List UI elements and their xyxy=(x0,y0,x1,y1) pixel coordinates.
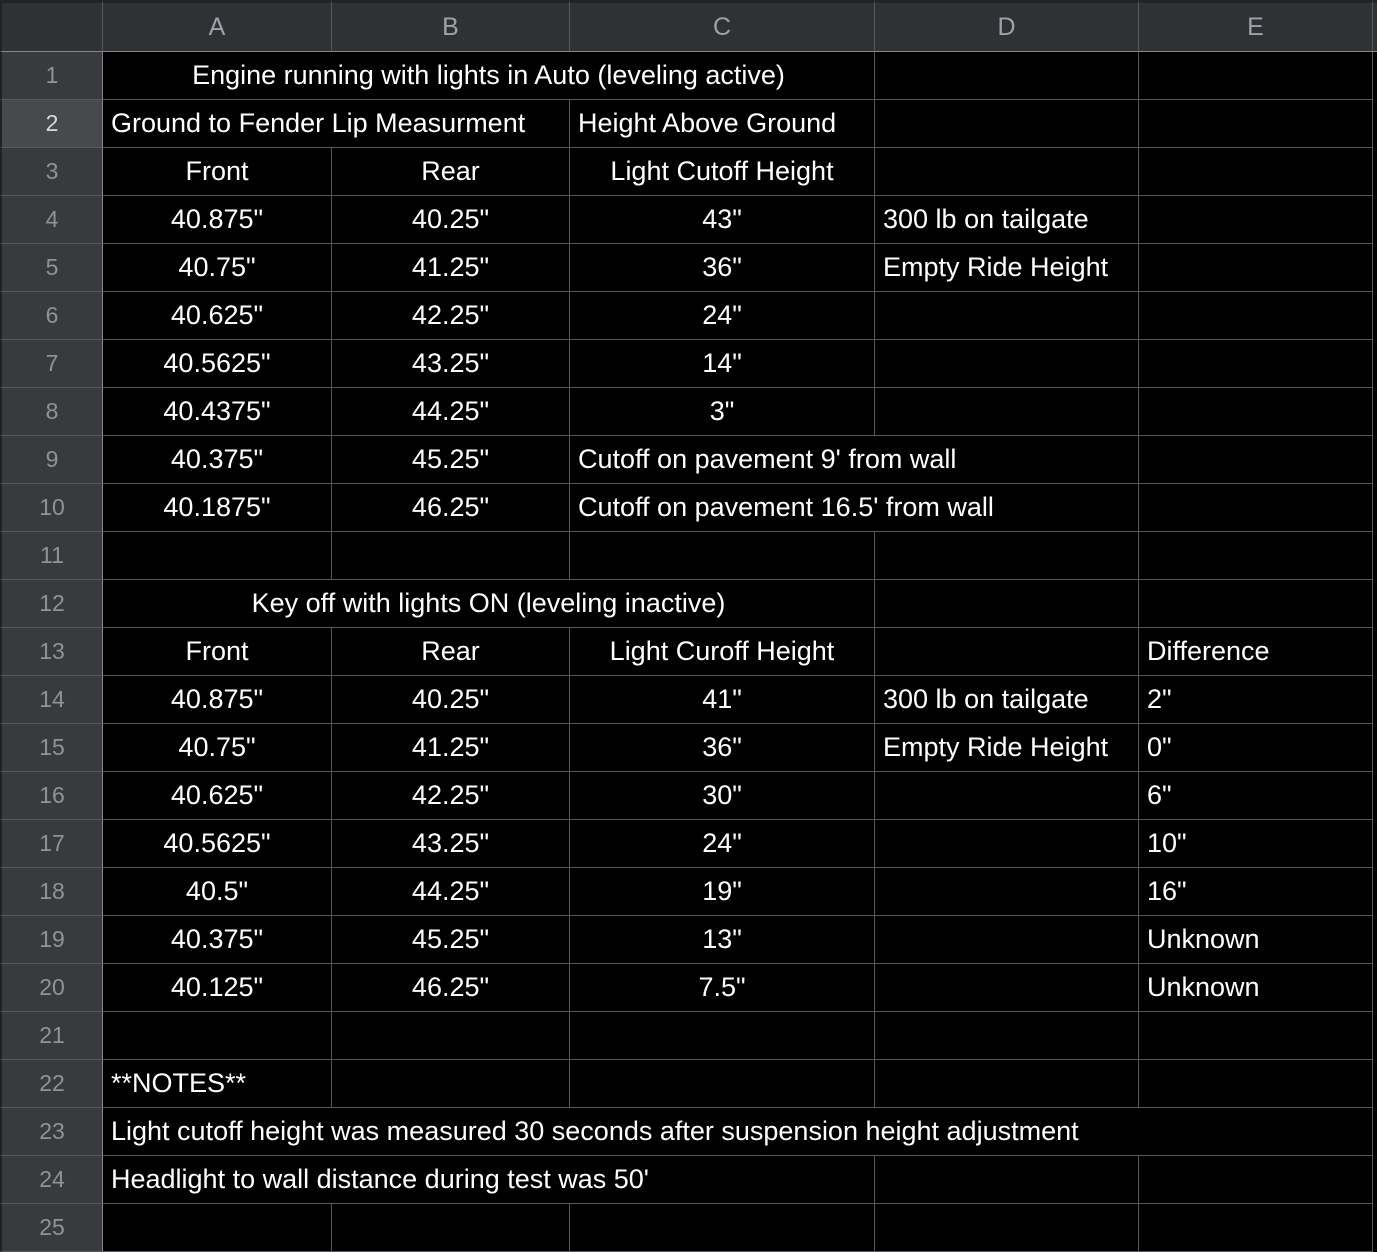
cell-A3[interactable]: Front xyxy=(103,148,332,196)
row-header-10[interactable]: 10 xyxy=(0,484,103,532)
row-header-17[interactable]: 17 xyxy=(0,820,103,868)
sheet-row-13 xyxy=(0,628,1377,676)
cell-E21[interactable] xyxy=(1139,1012,1373,1060)
cell-C16[interactable]: 30" xyxy=(570,772,875,820)
row-header-12[interactable]: 12 xyxy=(0,580,103,628)
cell-E20[interactable]: Unknown xyxy=(1139,964,1373,1012)
cell-B3[interactable]: Rear xyxy=(332,148,570,196)
column-header-D[interactable]: D xyxy=(875,0,1139,52)
row-header-23[interactable]: 23 xyxy=(0,1108,103,1156)
row-header-20[interactable]: 20 xyxy=(0,964,103,1012)
cell-A13[interactable]: Front xyxy=(103,628,332,676)
cell-B21[interactable] xyxy=(332,1012,570,1060)
row-header-13[interactable]: 13 xyxy=(0,628,103,676)
cell-E13[interactable]: Difference xyxy=(1139,628,1373,676)
cell-C9[interactable]: Cutoff on pavement 9' from wall xyxy=(570,436,1139,484)
cell-D17[interactable] xyxy=(875,820,1139,868)
cell-A15[interactable]: 40.75" xyxy=(103,724,332,772)
row-header-14[interactable]: 14 xyxy=(0,676,103,724)
row-header-9[interactable]: 9 xyxy=(0,436,103,484)
cell-C10[interactable]: Cutoff on pavement 16.5' from wall xyxy=(570,484,1139,532)
cell-C25[interactable] xyxy=(570,1204,875,1252)
cell-E24[interactable] xyxy=(1139,1156,1373,1204)
sheet-row-19 xyxy=(0,916,1377,964)
cell-C14[interactable]: 41" xyxy=(570,676,875,724)
sheet-row-24 xyxy=(0,1156,1377,1204)
cell-D25[interactable] xyxy=(875,1204,1139,1252)
column-header-E[interactable]: E xyxy=(1139,0,1373,52)
row-header-25[interactable]: 25 xyxy=(0,1204,103,1252)
cell-C4[interactable]: 43" xyxy=(570,196,875,244)
cell-A21[interactable] xyxy=(103,1012,332,1060)
sheet-row-23 xyxy=(0,1108,1377,1156)
cell-E3[interactable] xyxy=(1139,148,1373,196)
sheet-row-22 xyxy=(0,1060,1377,1108)
cell-D16[interactable] xyxy=(875,772,1139,820)
row-header-7[interactable]: 7 xyxy=(0,340,103,388)
cell-C11[interactable] xyxy=(570,532,875,580)
cell-C2[interactable]: Height Above Ground xyxy=(570,100,875,148)
cell-D5[interactable]: Empty Ride Height xyxy=(875,244,1139,292)
cell-A8[interactable]: 40.4375" xyxy=(103,388,332,436)
cell-E14[interactable]: 2" xyxy=(1139,676,1373,724)
cell-C6[interactable]: 24" xyxy=(570,292,875,340)
cell-B5[interactable]: 41.25" xyxy=(332,244,570,292)
select-all-corner[interactable] xyxy=(0,0,103,52)
cell-E5[interactable] xyxy=(1139,244,1373,292)
cell-C13[interactable]: Light Curoff Height xyxy=(570,628,875,676)
cell-E25[interactable] xyxy=(1139,1204,1373,1252)
cell-B11[interactable] xyxy=(332,532,570,580)
cell-A5[interactable]: 40.75" xyxy=(103,244,332,292)
cell-D2[interactable] xyxy=(875,100,1139,148)
cell-A18[interactable]: 40.5" xyxy=(103,868,332,916)
cell-A19[interactable]: 40.375" xyxy=(103,916,332,964)
cell-E2[interactable] xyxy=(1139,100,1373,148)
sheet-row-9 xyxy=(0,436,1377,484)
cell-E12[interactable] xyxy=(1139,580,1373,628)
cell-A16[interactable]: 40.625" xyxy=(103,772,332,820)
cell-D3[interactable] xyxy=(875,148,1139,196)
sheet-row-7 xyxy=(0,340,1377,388)
cell-D12[interactable] xyxy=(875,580,1139,628)
cell-A24[interactable]: Headlight to wall distance during test was 50' xyxy=(103,1156,875,1204)
cell-B22[interactable] xyxy=(332,1060,570,1108)
cell-B10[interactable]: 46.25" xyxy=(332,484,570,532)
cell-A20[interactable]: 40.125" xyxy=(103,964,332,1012)
cell-A11[interactable] xyxy=(103,532,332,580)
sheet-row-4 xyxy=(0,196,1377,244)
cell-E19[interactable]: Unknown xyxy=(1139,916,1373,964)
cell-C21[interactable] xyxy=(570,1012,875,1060)
sheet-row-21 xyxy=(0,1012,1377,1060)
cell-E11[interactable] xyxy=(1139,532,1373,580)
row-header-22[interactable]: 22 xyxy=(0,1060,103,1108)
cell-C5[interactable]: 36" xyxy=(570,244,875,292)
header-filler xyxy=(1373,0,1377,52)
cell-D4[interactable]: 300 lb on tailgate xyxy=(875,196,1139,244)
cell-E6[interactable] xyxy=(1139,292,1373,340)
cell-A9[interactable]: 40.375" xyxy=(103,436,332,484)
cell-E4[interactable] xyxy=(1139,196,1373,244)
cell-B6[interactable]: 42.25" xyxy=(332,292,570,340)
cell-E9[interactable] xyxy=(1139,436,1373,484)
cell-A17[interactable]: 40.5625" xyxy=(103,820,332,868)
cell-E8[interactable] xyxy=(1139,388,1373,436)
cell-B14[interactable]: 40.25" xyxy=(332,676,570,724)
cell-D11[interactable] xyxy=(875,532,1139,580)
cell-B7[interactable]: 43.25" xyxy=(332,340,570,388)
cell-C15[interactable]: 36" xyxy=(570,724,875,772)
cell-C19[interactable]: 13" xyxy=(570,916,875,964)
cell-E10[interactable] xyxy=(1139,484,1373,532)
cell-A2[interactable]: Ground to Fender Lip Measurment xyxy=(103,100,570,148)
cell-C17[interactable]: 24" xyxy=(570,820,875,868)
cell-D20[interactable] xyxy=(875,964,1139,1012)
cell-E7[interactable] xyxy=(1139,340,1373,388)
cell-A12[interactable]: Key off with lights ON (leveling inactive) xyxy=(103,580,875,628)
cell-C20[interactable]: 7.5" xyxy=(570,964,875,1012)
cell-D24[interactable] xyxy=(875,1156,1139,1204)
cell-A7[interactable]: 40.5625" xyxy=(103,340,332,388)
cell-C3[interactable]: Light Cutoff Height xyxy=(570,148,875,196)
cell-B17[interactable]: 43.25" xyxy=(332,820,570,868)
cell-E1[interactable] xyxy=(1139,52,1373,100)
cell-B8[interactable]: 44.25" xyxy=(332,388,570,436)
row-header-21[interactable]: 21 xyxy=(0,1012,103,1060)
cell-C22[interactable] xyxy=(570,1060,875,1108)
column-header-A[interactable]: A xyxy=(103,0,332,52)
cell-D15[interactable]: Empty Ride Height xyxy=(875,724,1139,772)
row-header-4[interactable]: 4 xyxy=(0,196,103,244)
row-header-8[interactable]: 8 xyxy=(0,388,103,436)
cell-E17[interactable]: 10" xyxy=(1139,820,1373,868)
cell-E18[interactable]: 16" xyxy=(1139,868,1373,916)
sheet-row-15 xyxy=(0,724,1377,772)
cell-A4[interactable]: 40.875" xyxy=(103,196,332,244)
row-header-15[interactable]: 15 xyxy=(0,724,103,772)
cell-A25[interactable] xyxy=(103,1204,332,1252)
sheet-row-17 xyxy=(0,820,1377,868)
cell-B16[interactable]: 42.25" xyxy=(332,772,570,820)
column-header-C[interactable]: C xyxy=(570,0,875,52)
cell-D14[interactable]: 300 lb on tailgate xyxy=(875,676,1139,724)
row-header-1[interactable]: 1 xyxy=(0,52,103,100)
sheet-row-6 xyxy=(0,292,1377,340)
cell-B19[interactable]: 45.25" xyxy=(332,916,570,964)
row-header-2[interactable]: 2 xyxy=(0,100,103,148)
cell-A22[interactable]: **NOTES** xyxy=(103,1060,332,1108)
sheet-row-12 xyxy=(0,580,1377,628)
cell-D6[interactable] xyxy=(875,292,1139,340)
row-header-11[interactable]: 11 xyxy=(0,532,103,580)
row-header-3[interactable]: 3 xyxy=(0,148,103,196)
row-header-6[interactable]: 6 xyxy=(0,292,103,340)
cell-B4[interactable]: 40.25" xyxy=(332,196,570,244)
cell-B20[interactable]: 46.25" xyxy=(332,964,570,1012)
cell-E16[interactable]: 6" xyxy=(1139,772,1373,820)
column-header-row xyxy=(0,0,1377,52)
cell-D18[interactable] xyxy=(875,868,1139,916)
cell-B25[interactable] xyxy=(332,1204,570,1252)
cell-C7[interactable]: 14" xyxy=(570,340,875,388)
cell-D13[interactable] xyxy=(875,628,1139,676)
sheet-row-2 xyxy=(0,100,1377,148)
sheet-row-10 xyxy=(0,484,1377,532)
cell-B15[interactable]: 41.25" xyxy=(332,724,570,772)
cell-E22[interactable] xyxy=(1139,1060,1373,1108)
cell-D22[interactable] xyxy=(875,1060,1139,1108)
cell-A23[interactable]: Light cutoff height was measured 30 seconds after suspension height adjustment xyxy=(103,1108,1373,1156)
cell-A1[interactable]: Engine running with lights in Auto (leveling active) xyxy=(103,52,875,100)
cell-B9[interactable]: 45.25" xyxy=(332,436,570,484)
cell-B18[interactable]: 44.25" xyxy=(332,868,570,916)
sheet-row-3 xyxy=(0,148,1377,196)
column-header-B[interactable]: B xyxy=(332,0,570,52)
cell-C8[interactable]: 3" xyxy=(570,388,875,436)
row-header-16[interactable]: 16 xyxy=(0,772,103,820)
sheet-row-1 xyxy=(0,52,1377,100)
sheet-row-5 xyxy=(0,244,1377,292)
cell-A10[interactable]: 40.1875" xyxy=(103,484,332,532)
cell-D1[interactable] xyxy=(875,52,1139,100)
sheet-row-11 xyxy=(0,532,1377,580)
cell-E15[interactable]: 0" xyxy=(1139,724,1373,772)
sheet-row-16 xyxy=(0,772,1377,820)
sheet-row-25 xyxy=(0,1204,1377,1252)
cell-A6[interactable]: 40.625" xyxy=(103,292,332,340)
cell-D7[interactable] xyxy=(875,340,1139,388)
sheet-row-14 xyxy=(0,676,1377,724)
row-header-18[interactable]: 18 xyxy=(0,868,103,916)
cell-D8[interactable] xyxy=(875,388,1139,436)
row-header-5[interactable]: 5 xyxy=(0,244,103,292)
sheet-row-18 xyxy=(0,868,1377,916)
row-header-19[interactable]: 19 xyxy=(0,916,103,964)
cell-A14[interactable]: 40.875" xyxy=(103,676,332,724)
cell-D19[interactable] xyxy=(875,916,1139,964)
cell-B13[interactable]: Rear xyxy=(332,628,570,676)
row-header-24[interactable]: 24 xyxy=(0,1156,103,1204)
cell-C18[interactable]: 19" xyxy=(570,868,875,916)
cell-D21[interactable] xyxy=(875,1012,1139,1060)
sheet-row-20 xyxy=(0,964,1377,1012)
sheet-row-8 xyxy=(0,388,1377,436)
